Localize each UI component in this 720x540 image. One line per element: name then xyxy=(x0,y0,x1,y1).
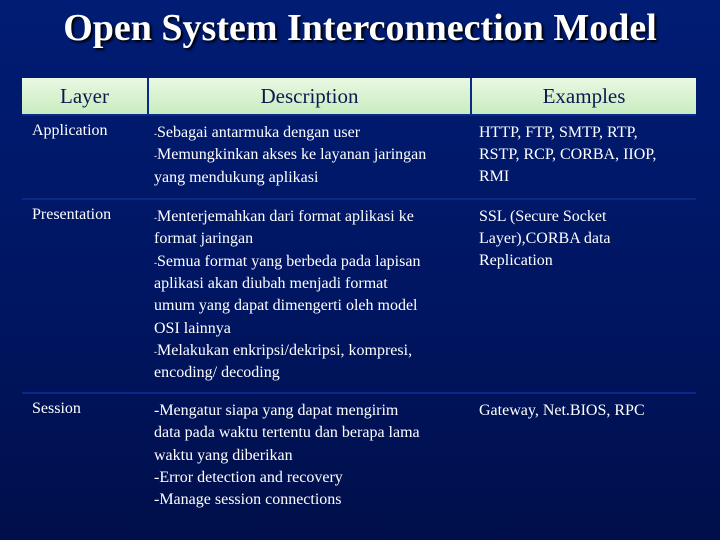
description-line: format jaringan xyxy=(154,230,254,248)
description-line: -Error detection and recovery xyxy=(154,468,343,486)
description-line: umum yang dapat dimengerti oleh model xyxy=(154,297,418,315)
description-cell xyxy=(148,199,471,393)
description-cell xyxy=(148,393,471,524)
example-line: RSTP, RCP, CORBA, IIOP, xyxy=(479,146,657,163)
description-line: -Menterjemahkan dari format aplikasi ke xyxy=(154,208,414,225)
header-description: Description xyxy=(148,78,471,115)
example-line: Layer),CORBA data xyxy=(479,230,611,247)
table-header-row xyxy=(22,78,696,115)
examples-cell xyxy=(471,393,696,524)
table-row xyxy=(22,199,696,393)
description-line: yang mendukung aplikasi xyxy=(154,168,319,186)
examples-cell xyxy=(471,115,696,199)
description-line: aplikasi akan diubah menjadi format xyxy=(154,274,388,292)
layer-cell: Presentation xyxy=(22,199,148,393)
osi-table xyxy=(22,78,696,524)
description-line: data pada waktu tertentu dan berapa lama xyxy=(154,424,420,442)
example-line: HTTP, FTP, SMTP, RTP, xyxy=(479,124,638,141)
table-row xyxy=(22,393,696,524)
description-cell xyxy=(148,115,471,199)
example-line: Replication xyxy=(479,252,553,269)
layer-cell: Application xyxy=(22,115,148,199)
header-layer: Layer xyxy=(22,78,148,115)
description-line: encoding/ decoding xyxy=(154,364,280,382)
description-line: -Semua format yang berbeda pada lapisan xyxy=(154,252,421,270)
description-line: waktu yang diberikan xyxy=(154,446,293,464)
description-line: -Manage session connections xyxy=(154,491,342,509)
description-line: -Melakukan enkripsi/dekripsi, kompresi, xyxy=(154,341,413,359)
description-line: -Memungkinkan akses ke layanan jaringan xyxy=(154,146,427,164)
table-row xyxy=(22,115,696,199)
description-line: OSI lainnya xyxy=(154,319,231,337)
description-line: -Sebagai antarmuka dengan user xyxy=(154,124,361,141)
examples-cell xyxy=(471,199,696,393)
example-line: SSL (Secure Socket xyxy=(479,208,607,225)
header-examples: Examples xyxy=(471,78,696,115)
description-line: -Mengatur siapa yang dapat mengirim xyxy=(154,402,399,419)
layer-cell: Session xyxy=(22,393,148,524)
example-line: RMI xyxy=(479,168,510,185)
slide-title: Open System Interconnection Model xyxy=(63,7,657,49)
example-line: Gateway, Net.BIOS, RPC xyxy=(479,402,645,419)
